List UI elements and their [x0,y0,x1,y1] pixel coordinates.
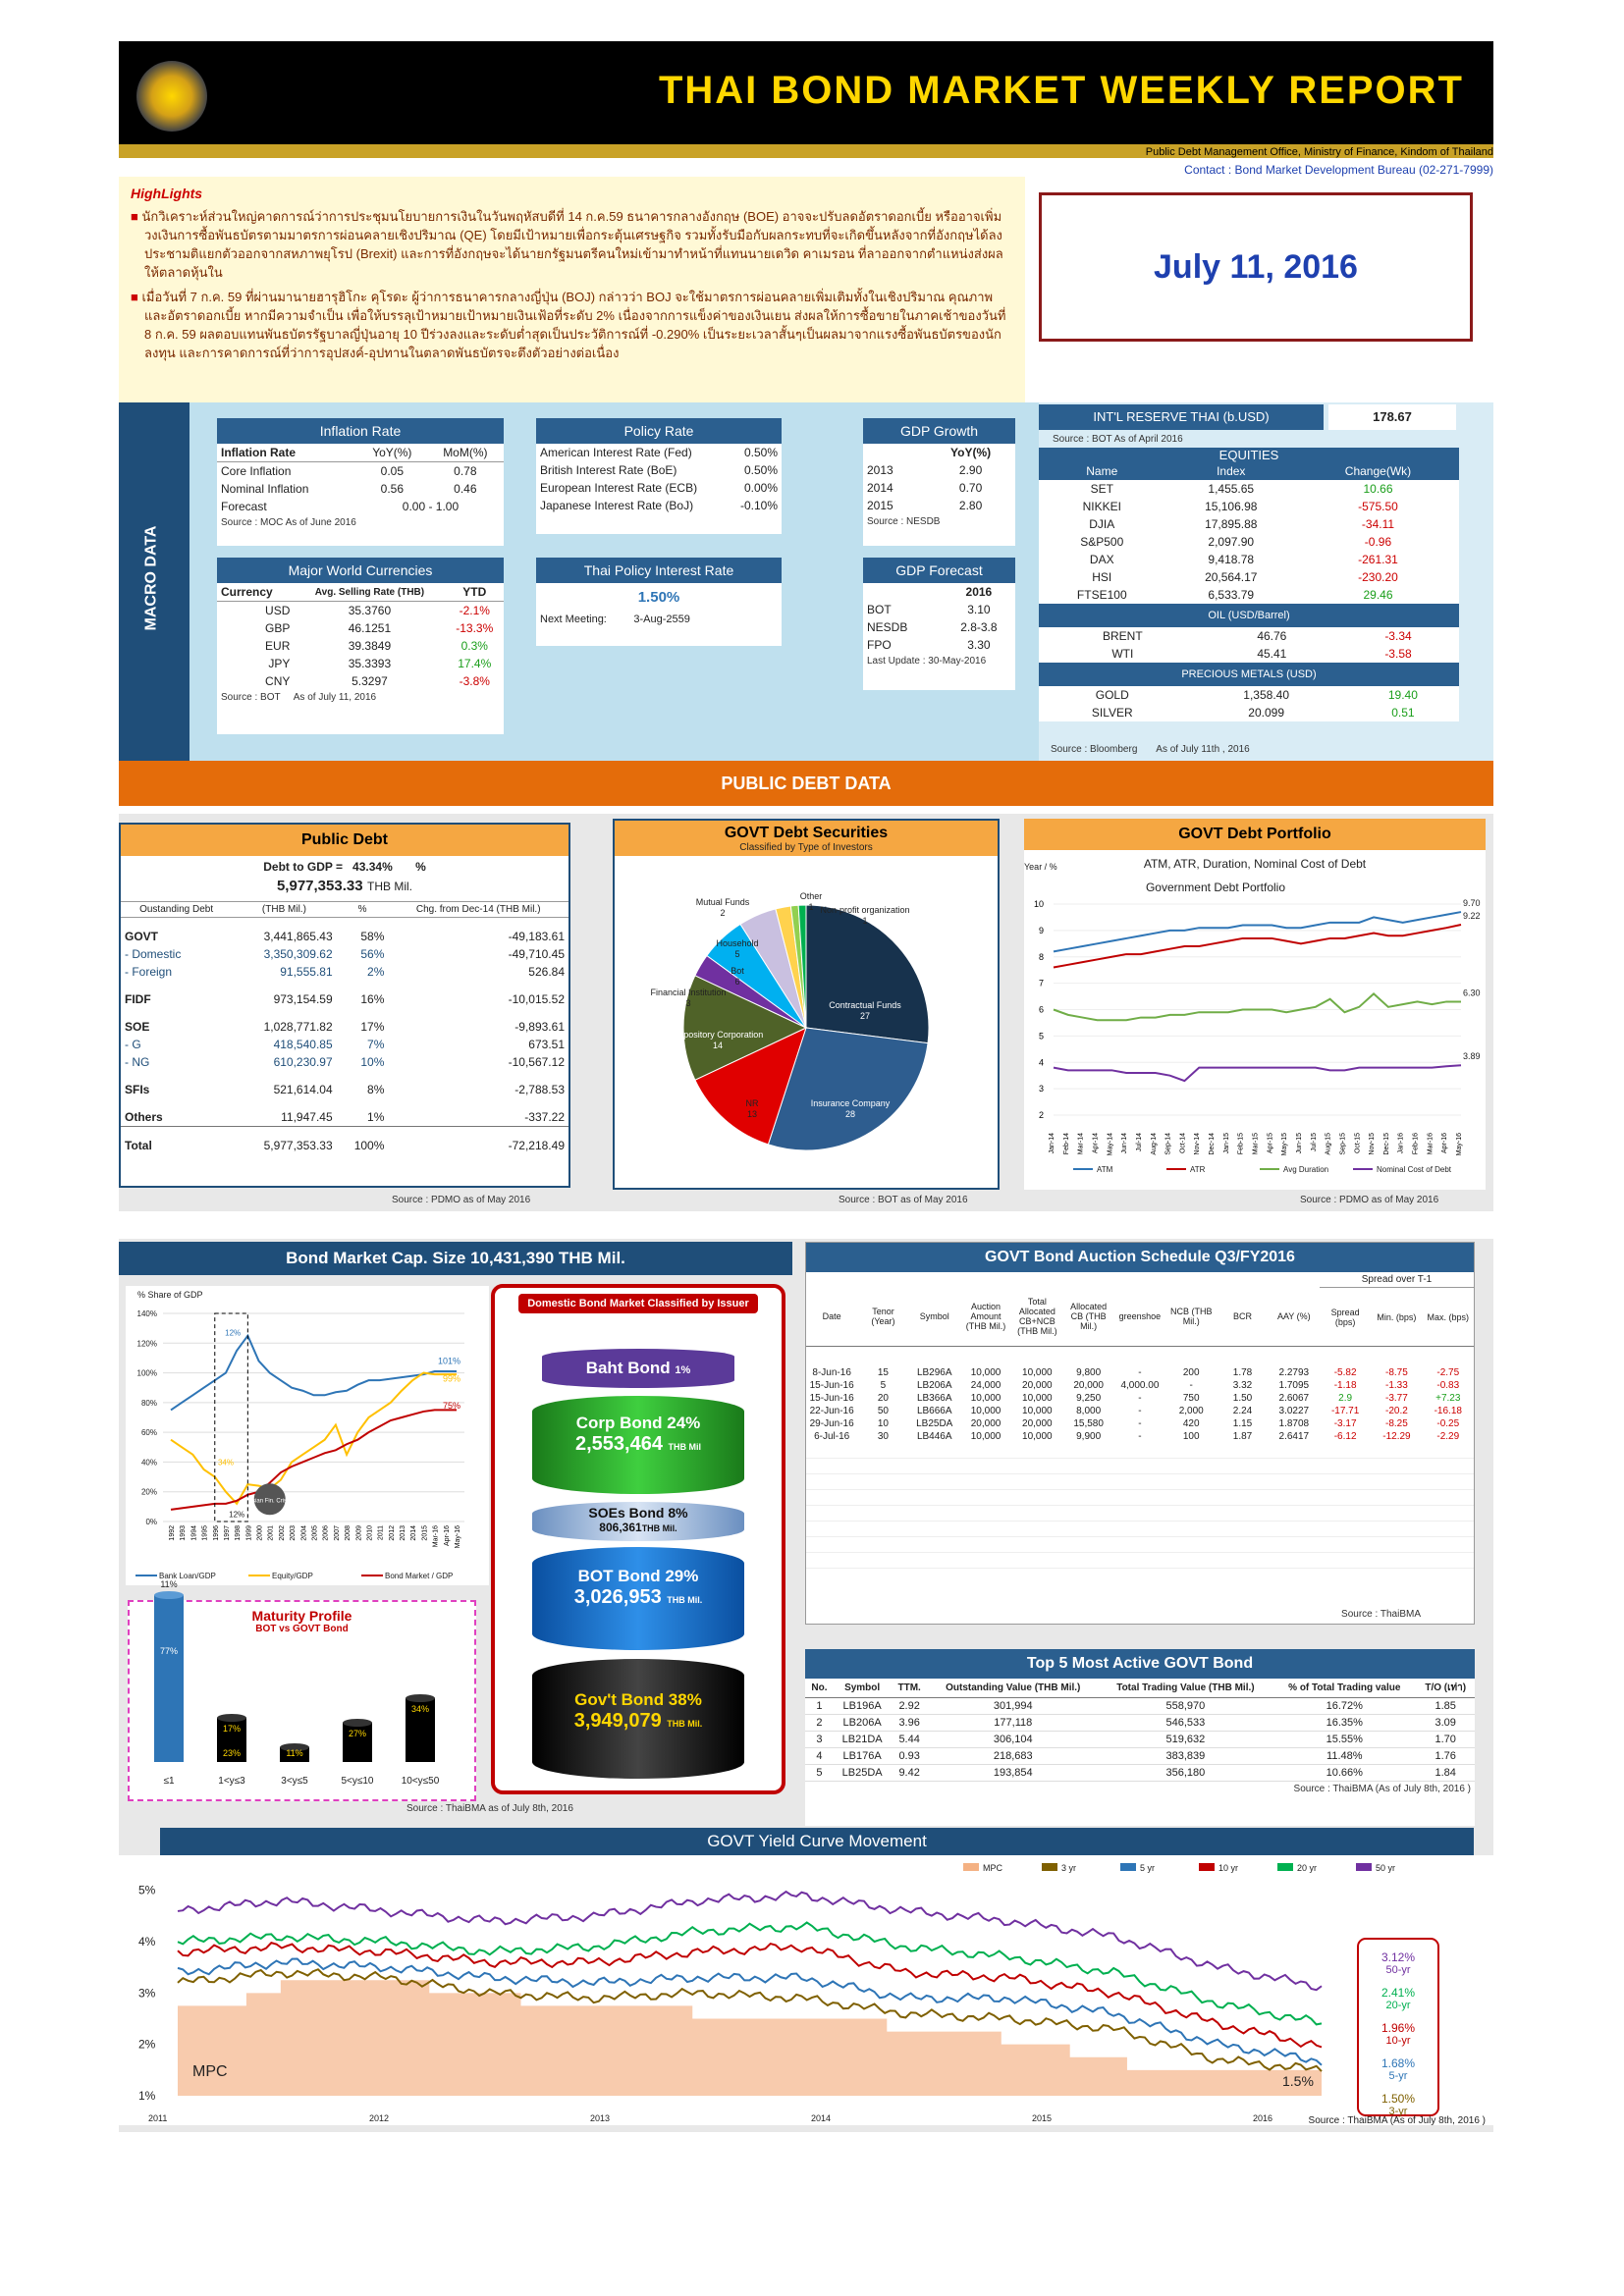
x-tick: Jan-15 [1222,1133,1230,1154]
debt-row: Total 5,977,353.33 100% -72,218.49 [121,1127,568,1155]
pie-slice-value: 5 [734,949,740,959]
pie-slice-value: 3 [685,998,691,1008]
report-header [119,41,1493,144]
x-tick: Apr-15 [1267,1133,1274,1154]
x-tick: 2002 [278,1525,286,1541]
auction-table: Spread over T-1 Date Tenor (Year) Symbol Auction Amount (THB Mil.) Total Allocated CB+NCB (THB Mil.) Allocated CB (THB Mil.) greenshoe NCB (THB Mil.) BCR AAY (%) Spread (bps) Min. (bps) Max. (bps) 8-Jun-16 15 LB296A 10,000 10,000 9,800 - 200 1.78 2.2793 -5.82 -8.75 -2.75 15-Jun-16 5 LB206A 24,000 20,000 20,000 4,000.00 - 3.32 1.7095 -1.18 -1.33 -0.83 15-Jun-16 20 LB366A 10,000 10,000 9,250 - 750 1.50 2.6067 2.9 -3.77 +7.23 22-Jun-16 50 LB666A 10,000 10,000 8,000 - 2,000 2.24 3.0227 -17.71 -20.2 -16.18 29-Jun-16 10 LB25DA 20,000 20,000 15,580 - 420 1.15 1.8708 -3.17 -8.25 -0.25 6-Jul-16 30 LB446A 10,000 10,000 9,900 - 100 1.87 2.6417 -6.12 -12.29 -2.29 [806,1272,1474,1569]
bond-cap-line-chart [126,1286,489,1585]
maturity-top-label: 17% [222,1724,242,1734]
pie-slice-value: 13 [746,1109,758,1119]
legend-swatch [963,1863,979,1871]
pie-slice-label: NR [745,1098,759,1108]
data-label: 12% [225,1328,242,1338]
yield-curve-title: GOVT Yield Curve Movement [160,1828,1474,1855]
x-tick: Oct-15 [1354,1133,1362,1154]
yield-curve-panel [119,1855,1493,2125]
x-tick: 2006 [322,1525,330,1541]
highlights-box [119,177,1025,402]
public-debt-total: 5,977,353.33 [276,878,363,894]
debt-row: Others 11,947.45 1% -337.22 [125,1110,565,1124]
pie-slice-value: 1 [808,902,814,912]
legend-label: 20 yr [1297,1863,1318,1873]
crisis-box [215,1313,248,1522]
debt-row: SFIs 521,614.04 8% -2,788.53 [125,1083,565,1096]
maturity-bar-top [343,1719,372,1727]
yield-end-value: 1.50% [1380,2092,1416,2106]
bond-cap-header: Bond Market Cap. Size 10,431,390 THB Mil. [119,1242,792,1281]
policy-rate-panel [536,418,782,534]
legend-swatch [1277,1863,1293,1871]
y-tick: 6 [1038,1004,1044,1015]
y-axis-label: % Share of GDP [137,1290,203,1300]
thai-policy-panel: Thai Policy Interest Rate 1.50% Next Meeting: 3-Aug-2559 [536,558,782,646]
top5-row: 2 LB206A 3.96 177,118 546,533 16.35% 3.09 [805,1715,1475,1732]
pie-slice-label: Other [799,891,823,901]
x-tick: Nov-15 [1369,1133,1377,1155]
series-line [171,1373,457,1504]
maturity-top-label: 11% [160,1579,178,1589]
pie-slice-label: Non-profit organization [820,905,910,915]
govt-bond-layer: Gov't Bond 38% 3,949,079 THB Mil. [532,1659,744,1779]
debt-row: - NG 610,230.97 10% -10,567.12 [125,1055,565,1069]
govt-securities-panel: GOVT Debt Securities Classified by Type of Investors Contractual Funds 27 Insurance Company 28 NR 13 Depository Corporation 14 Financial Institution 3 Bot 6 Household 5 Mutual Funds 2 Other 1 Non-profit organization 1 [613,819,1000,1190]
x-tick: 1998 [235,1525,243,1541]
gdp-forecast-panel: GDP Forecast 2016 BOT 3.10 NESDB 2.8-3.8 FPO 3.30 Last Update : 30-May-2016 [863,558,1015,690]
maturity-profile-panel: Maturity Profile BOT vs GOVT Bond 11% 77% ≤1 17% 23% 1<y≤3 11% 3<y≤5 27% 5<y≤10 34% 10<y≤50 [128,1600,476,1801]
debt-row: - G 418,540.85 7% 673.51 [125,1038,565,1051]
x-tick: Nov-14 [1194,1133,1202,1155]
mpc-label: MPC [192,2063,228,2080]
maturity-top-label: 34% [410,1704,430,1714]
macro-data-section [119,402,1493,761]
pie-slice-value: 14 [712,1041,724,1050]
x-tick: Dec-14 [1209,1133,1217,1155]
debt-row: GOVT 3,441,865.43 58% -49,183.61 [125,930,565,943]
x-tick: 2015 [421,1525,429,1541]
x-tick: Apr-16 [1441,1133,1449,1154]
source-label: Source : ThaiBMA (As of July 8th, 2016 ) [1308,2115,1486,2126]
legend-swatch [1042,1863,1057,1871]
contact-info: Contact : Bond Market Development Bureau (02-271-7999) [1184,163,1493,177]
debt-row: FIDF 973,154.59 16% -10,015.52 [125,992,565,1006]
yield-end-tenor: 5-yr [1388,2070,1408,2082]
legend-label: Bank Loan/GDP [159,1572,216,1580]
legend-label: Nominal Cost of Debt [1377,1165,1452,1174]
x-tick: May-14 [1107,1133,1114,1156]
x-tick: Apr-14 [1092,1133,1100,1154]
yield-end-tenor: 20-yr [1385,2000,1411,2011]
public-debt-table: Oustanding Debt (THB Mil.) % Chg. from Dec-14 (THB Mil.) GOVT 3,441,865.43 58% -49,183.61 - Domestic 3,350,309.62 56% -49,710.45 - Foreign 91,555.81 2% 526.84 FIDF 973,154.59 16% -10,015.52 SOE 1,028,771.82 17% -9,893.61 - G 418,540.85 7% 673.51 - NG 610,230.97 10% -10,567.12 SFIs 521,614.04 8% -2,788.53 Others 11,947.45 1% -337.22 Total 5,977,353.33 100% -72,218.49 [121,901,568,1154]
legend-label: ATR [1190,1165,1206,1174]
bot-bond-layer: BOT Bond 29% 3,026,953 THB Mil. [532,1547,744,1650]
x-tick: Feb-16 [1412,1133,1420,1155]
bond-cap-chart-panel [126,1286,489,1585]
x-tick: Dec-15 [1382,1133,1390,1155]
legend-label: 10 yr [1218,1863,1239,1873]
report-date: July 11, 2016 [1039,192,1473,342]
x-tick: 2016 [1253,2113,1273,2123]
pie-slice-label: Contractual Funds [829,1000,901,1010]
maturity-top-label: 27% [348,1729,367,1738]
y-tick: 20% [140,1487,157,1497]
pie-slice-label: Financial Institution [650,988,727,997]
reserve-label: INT'L RESERVE THAI (b.USD) [1039,404,1324,430]
y-tick: 5% [138,1883,156,1897]
x-tick: Feb-14 [1062,1133,1070,1155]
pie-slice-value: 27 [859,1011,871,1021]
x-tick: Sep-14 [1164,1133,1172,1155]
gdp-growth-panel: GDP Growth YoY(%) 2013 2.90 2014 0.70 2015 2.80 Source : NESDB [863,418,1015,546]
x-tick: 2009 [355,1525,363,1541]
y-tick: 4% [138,1935,156,1949]
y-tick: 2% [138,2037,156,2052]
data-label: 75% [442,1400,460,1411]
gdp-growth-table: YoY(%) 2013 2.90 2014 0.70 2015 2.80 [867,446,992,512]
x-tick: 1996 [212,1525,220,1541]
y-tick: 8 [1038,951,1044,962]
series-line [1054,925,1461,968]
y-tick: 80% [140,1398,157,1408]
legend-label: ATM [1097,1165,1113,1174]
public-debt-panel: Public Debt Debt to GDP = 43.34% % 5,977,353.33 THB Mil. Oustanding Debt (THB Mil.) % Chg. from Dec-14 (THB Mil.) GOVT 3,441,865.43 58% -49,183.61 - Domestic 3,350,309.62 56% -49,710.45 - Foreign 91,555.81 2% 526.84 FIDF 973,154.59 16% -10,015.52 SOE 1,028,771.82 17% -9,893.61 - G 418,540.85 7% 673.51 - NG 610,230.97 10% -10,567.12 SFIs 521,614.04 8% -2,788.53 Others 11,947.45 1% -337.22 Total 5,977,353.33 100% -72,218.49 [119,823,570,1188]
auction-row: 6-Jul-16 30 LB446A 10,000 10,000 9,900 - 100 1.87 2.6417 -6.12 -12.29 -2.29 [814,1430,1460,1442]
maturity-bottom-label: 77% [159,1646,179,1656]
auction-row: 15-Jun-16 5 LB206A 24,000 20,000 20,000 4,000.00 - 3.32 1.7095 -1.18 -1.33 -0.83 [809,1379,1460,1391]
gdp-growth-title: GDP Growth [863,418,1015,444]
top5-row: 1 LB196A 2.92 301,994 558,970 16.72% 1.85 [805,1698,1475,1715]
legend-label: MPC [983,1863,1002,1873]
public-debt-title: Public Debt [121,825,568,856]
x-tick: 2012 [388,1525,396,1541]
x-tick: Aug-14 [1150,1133,1158,1155]
x-tick: 2015 [1032,2113,1053,2123]
currencies-table: Currency Avg. Selling Rate (THB) YTD USD 35.3760 -2.1% GBP 46.1251 -13.3% EUR 39.3849 0.3% JPY 35.3393 17.4% CNY 5.3297 -3.8% [217,583,504,690]
pie-slice [806,905,929,1043]
y-tick: 140% [136,1309,157,1318]
data-label: 99% [442,1373,460,1384]
portfolio-panel [1024,819,1486,1190]
top5-panel: Top 5 Most Active GOVT Bond No. Symbol TTM. Outstanding Value (THB Mil.) Total Trading Value (THB Mil.) % of Total Trading value T/O (เท่า) 1 LB196A 2.92 301,994 558,970 16.72% 1.85 2 LB206A 3.96 177,118 546,533 16.35% 3.09 3 LB21DA 5.44 306,104 519,632 15.55% 1.70 4 LB176A 0.93 218,683 383,839 11.48% 1.76 5 LB25DA 9.42 193,854 356,180 10.66% 1.84 Source : ThaiBMA (As of July 8th, 2016 ) [805,1649,1475,1826]
report-title: THAI BOND MARKET WEEKLY REPORT [658,69,1464,112]
y-tick: 60% [140,1428,157,1438]
auction-row: 15-Jun-16 20 LB366A 10,000 10,000 9,250 - 750 1.50 2.6067 2.9 -3.77 +7.23 [809,1392,1461,1404]
x-tick: 1994 [190,1525,198,1541]
thai-policy-value: 1.50% [637,589,680,606]
legend-swatch [1356,1863,1372,1871]
legend-swatch [1199,1863,1215,1871]
x-tick: 2001 [267,1525,275,1541]
series-line [1054,912,1461,951]
series-line [1054,993,1461,1020]
debt-row: - Domestic 3,350,309.62 56% -49,710.45 [125,947,565,961]
yield-curve-chart [119,1855,1493,2125]
pie-slice-value: 2 [720,908,726,918]
x-tick: 2000 [256,1525,264,1541]
x-tick: ≤1 [163,1776,175,1787]
x-tick: Jun-15 [1295,1133,1303,1154]
x-tick: May-16 [1456,1133,1463,1156]
legend-label: 5 yr [1140,1863,1156,1873]
x-tick: 2014 [410,1525,418,1541]
y-tick: 100% [136,1368,157,1378]
x-tick: 10<y≤50 [401,1776,440,1787]
inflation-panel [217,418,504,546]
govt-securities-pie-chart [615,856,998,1170]
yield-end-tenor: 3-yr [1388,2106,1408,2117]
corp-bond-layer: Corp Bond 24% 2,553,464 THB Mil [532,1396,744,1494]
x-tick: 2005 [311,1525,319,1541]
x-tick: 2003 [290,1525,298,1541]
thai-policy-title: Thai Policy Interest Rate [536,558,782,583]
pie-slice-label: Insurance Company [810,1098,891,1108]
chart-title: ATM, ATR, Duration, Nominal Cost of Debt [1143,857,1367,871]
x-tick: 1993 [180,1525,188,1541]
govt-securities-title: GOVT Debt Securities [615,821,998,842]
currencies-title: Major World Currencies [217,558,504,583]
legend-label: 50 yr [1376,1863,1396,1873]
y-tick: 120% [136,1339,157,1349]
pie-slice-value: 6 [734,977,740,987]
auction-row: 8-Jun-16 15 LB296A 10,000 10,000 9,800 - 200 1.78 2.2793 -5.82 -8.75 -2.75 [812,1366,1460,1378]
x-tick: 2012 [369,2113,390,2123]
x-tick: Apr-16 [443,1525,451,1547]
series-line [171,1410,457,1509]
x-tick: 1992 [169,1525,176,1541]
legend-label: Equity/GDP [272,1572,313,1580]
maturity-bar-chart [130,1579,473,1791]
x-tick: 2007 [333,1525,341,1541]
highlight-item-2: ■ เมื่อวันที่ 7 ก.ค. 59 ที่ผ่านมานายฮารุฮิโกะ คุโรดะ ผู้ว่าการธนาคารกลางญี่ปุ่น (BOJ) กล่าวว่า BOJ จะใช้มาตรการผ่อนคลายเพิ่มเติมทั้งในเชิงปริมาณ คุณภาพ และอัตราดอกเบี้ย หากมีความจำเป็น เพื่อให้บรรลุเป้าหมายเป้าหมายเงินเฟ้อที่ระดับ 2% เนื่องจากการแข็งค่าของเงินเยน ส่งผลให้การซื้อขายในภาคเช้าของวันที่ 8 ก.ค. 59 ผลตอบแทนพันธบัตรรัฐบาลญี่ปุ่นอายุ 10 ปีร่วงลงและระดับต่ำสุดเป็นประวัติการณ์ที่ -0.290% เป็นระยะเวลาสั้นๆเป็นผลมาจากแรงซื้อพันธบัตรของนักลงทุน และการคาดการณ์ที่ว่าการอุปสงค์-อุปทานในตลาดพันธบัตรจะตึงตัวอย่างต่อเนื่อง [131,288,1013,362]
gdp-forecast-title: GDP Forecast [863,558,1015,583]
series-end-label: 9.22 [1463,910,1481,921]
x-tick: Jan-14 [1049,1133,1056,1154]
mpc-value: 1.5% [1282,2073,1314,2089]
x-tick: Jun-14 [1121,1133,1129,1154]
x-tick: Aug-15 [1325,1133,1332,1155]
x-tick: Mar-14 [1077,1133,1085,1155]
x-tick: Mar-16 [1427,1133,1435,1155]
equities-table: EQUITIES Name Index Change(Wk) SET 1,455.65 10.66 NIKKEI 15,106.98 -575.50 DJIA 17,895.88 -34.11 S&P500 2,097.90 -0.96 DAX 9,418.78 -261.31 HSI 20,564.17 -230.20 FTSE100 6,533.79 29.46 OIL (USD/Barrel) BRENT 46.76 -3.34 WTI 45.41 -3.58 PRECIOUS METALS (USD) GOLD 1,358.40 19.40 SILVER 20.099 0.51 [1039,448,1459,721]
policy-rate-title: Policy Rate [536,418,782,444]
pie-slice-value: 1 [862,916,868,926]
auction-panel: GOVT Bond Auction Schedule Q3/FY2016 Spread over T-1 Date Tenor (Year) Symbol Auction Amount (THB Mil.) Total Allocated CB+NCB (THB Mil.) Allocated CB (THB Mil.) greenshoe NCB (THB Mil.) BCR AAY (%) Spread (bps) Min. (bps) Max. (bps) 8-Jun-16 15 LB296A 10,000 10,000 9,800 - 200 1.78 2.2793 -5.82 -8.75 -2.75 15-Jun-16 5 LB206A 24,000 20,000 20,000 4,000.00 - 3.32 1.7095 -1.18 -1.33 -0.83 15-Jun-16 20 LB366A 10,000 10,000 9,250 - 750 1.50 2.6067 2.9 -3.77 +7.23 22-Jun-16 50 LB666A 10,000 10,000 8,000 - 2,000 2.24 3.0227 -17.71 -20.2 -16.18 29-Jun-16 10 LB25DA 20,000 20,000 15,580 - 420 1.15 1.8708 -3.17 -8.25 -0.25 6-Jul-16 30 LB446A 10,000 10,000 9,900 - 100 1.87 2.6417 -6.12 -12.29 -2.29 Source : ThaiBMA [805,1242,1475,1625]
y-axis-label: Year / % [1024,862,1057,872]
legend-label: Avg Duration [1283,1165,1329,1174]
yield-end-tenor: 50-yr [1385,1964,1411,1976]
x-tick: 2014 [811,2113,832,2123]
auction-row: 29-Jun-16 10 LB25DA 20,000 20,000 15,580 - 420 1.15 1.8708 -3.17 -8.25 -0.25 [809,1417,1460,1429]
org-name: Public Debt Management Office, Ministry of Finance, Kindom of Thailand [1145,146,1493,158]
x-tick: May-15 [1281,1133,1289,1156]
series-end-label: 9.70 [1463,898,1481,909]
macro-side-label: MACRO DATA [119,402,189,761]
maturity-bar [154,1595,184,1762]
reserve-value: 178.67 [1328,404,1456,430]
x-tick: 1999 [245,1525,253,1541]
x-tick: 2008 [345,1525,352,1541]
yield-end-tenor: 10-yr [1385,2035,1411,2047]
y-tick: 5 [1038,1031,1044,1041]
x-tick: May-16 [455,1525,461,1549]
y-tick: 0% [145,1518,157,1526]
debt-row: SOE 1,028,771.82 17% -9,893.61 [125,1020,565,1034]
legend-label: Bond Market / GDP [385,1572,454,1580]
soe-bond-layer: SOEs Bond 8% 806,361THB Mil. [532,1502,744,1541]
top5-row: 3 LB21DA 5.44 306,104 519,632 15.55% 1.70 [805,1732,1475,1748]
top5-row: 5 LB25DA 9.42 193,854 356,180 10.66% 1.84 [805,1765,1475,1782]
x-tick: 2004 [300,1525,308,1541]
x-tick: 2013 [400,1525,407,1541]
y-tick: 1% [138,2089,156,2103]
data-label: 34% [217,1458,234,1468]
debt-row: - Foreign 91,555.81 2% 526.84 [125,965,565,979]
legend-label: 3 yr [1061,1863,1077,1873]
auction-row: 22-Jun-16 50 LB666A 10,000 10,000 8,000 - 2,000 2.24 3.0227 -17.71 -20.2 -16.18 [809,1405,1462,1416]
legend-swatch [1120,1863,1136,1871]
top5-row: 4 LB176A 0.93 218,683 383,839 11.48% 1.76 [805,1748,1475,1765]
y-tick: 3% [138,1986,156,2001]
x-tick: 1<y≤3 [218,1776,245,1787]
maturity-bottom-label: 23% [222,1748,242,1758]
y-tick: 7 [1038,978,1044,988]
x-tick: Feb-15 [1237,1133,1245,1155]
data-label: Asian Fin. Crisis [248,1498,292,1505]
x-tick: 2010 [366,1525,374,1541]
x-tick: Jul-15 [1310,1133,1318,1152]
gdp-forecast-table: 2016 BOT 3.10 NESDB 2.8-3.8 FPO 3.30 [867,585,998,652]
inflation-source: Source : MOC As of June 2016 [221,517,356,528]
highlights-title: HighLights [131,186,203,201]
pie-slice-label: Household [716,938,759,948]
pie-slice-label: Depository Corporation [672,1030,764,1040]
inflation-title: Inflation Rate [217,418,504,444]
inflation-table: Inflation Rate YoY(%) MoM(%) Core Inflation 0.05 0.78 Nominal Inflation 0.56 0.46 Forecast 0.00 - 1.00 [217,444,504,515]
portfolio-line-chart [1024,850,1486,1184]
y-tick: 4 [1038,1057,1044,1068]
currencies-panel: Major World Currencies Currency Avg. Selling Rate (THB) YTD USD 35.3760 -2.1% GBP 46.1251 -13.3% EUR 39.3849 0.3% JPY 35.3393 17.4% CNY 5.3297 -3.8% Source : BOT As of July 11, 2016 [217,558,504,734]
data-label: 101% [437,1356,460,1366]
chart-subtitle: Government Debt Portfolio [1145,881,1286,894]
x-tick: 1997 [223,1525,231,1541]
yield-end-value: 3.12% [1380,1950,1416,1964]
maturity-bar-top [217,1714,246,1722]
yield-end-value: 2.41% [1380,1986,1416,2000]
highlight-item-1: ■ นักวิเคราะห์ส่วนใหญ่คาดการณ์ว่าการประชุมนโยบายการเงินในวันพฤหัสบดีที่ 14 ก.ค.59 ธนาคารกลางอังกฤษ (BOE) อาจจะปรับลดอัตราดอกเบี้ย หรืออาจเพิ่มวงเงินการซื้อพันธบัตรตามมาตรการผ่อนคลายเชิงปริมาณ (QE) โดยมีเป้าหมายเพื่อกระตุ้นเศรษฐกิจ รวมทั้งรับมือกับผลกระทบที่จะเกิดขึ้นหลังจากที่อังกฤษได้ลงประชามติแยกตัวออกจากสหภาพยุโรป (Brexit) และการที่อังกฤษจะได้นายกรัฐมนตรีคนใหม่เข้ามาทำหน้าที่แทนนายเดวิด คาเมรอน ที่ลาออกจากตำแหน่งส่งผลให้ตลาดหุ้นใน [131,207,1013,282]
y-tick: 10 [1033,899,1044,909]
data-label: 12% [229,1510,245,1520]
y-tick: 9 [1038,925,1044,935]
portfolio-title: GOVT Debt Portfolio [1024,819,1486,850]
pie-slice-value: 28 [844,1109,856,1119]
pdmo-logo-icon [136,61,207,132]
baht-bond-layer: Baht Bond 1% [542,1349,734,1388]
x-tick: Oct-14 [1179,1133,1187,1154]
maturity-bar-top [154,1591,184,1599]
top5-table: No. Symbol TTM. Outstanding Value (THB Mil.) Total Trading Value (THB Mil.) % of Total Trading value T/O (เท่า) 1 LB196A 2.92 301,994 558,970 16.72% 1.85 2 LB206A 3.96 177,118 546,533 16.35% 3.09 3 LB21DA 5.44 306,104 519,632 15.55% 1.70 4 LB176A 0.93 218,683 383,839 11.48% 1.76 5 LB25DA 9.42 193,854 356,180 10.66% 1.84 [805,1679,1475,1782]
policy-rate-table: American Interest Rate (Fed) 0.50% British Interest Rate (BoE) 0.50% European Interest Rate (ECB) 0.00% Japanese Interest Rate (BoJ) -0.10% [540,446,778,512]
series-end-label: 3.89 [1463,1051,1481,1062]
maturity-bottom-label: 11% [286,1748,303,1758]
x-tick: 3<y≤5 [281,1776,308,1787]
issuer-panel: Domestic Bond Market Classified by Issuer Baht Bond 1% Corp Bond 24% 2,553,464 THB Mil SOEs Bond 8% 806,361THB Mil. BOT Bond 29% 3,026,953 THB Mil. Gov't Bond 38% 3,949,079 THB Mil. [491,1284,785,1794]
public-debt-banner: PUBLIC DEBT DATA [119,761,1493,806]
x-tick: Mar-16 [432,1525,440,1548]
maturity-bar-top [406,1694,435,1702]
x-tick: Jul-14 [1135,1133,1143,1152]
pie-slice-label: Bot [731,966,744,976]
series-line [1054,1065,1461,1081]
x-tick: 2011 [148,2113,168,2123]
y-tick: 40% [140,1458,157,1468]
x-tick: Mar-15 [1252,1133,1260,1155]
yield-end-value: 1.96% [1380,2021,1416,2035]
series-end-label: 6.30 [1463,988,1481,998]
x-tick: 2013 [590,2113,611,2123]
y-tick: 3 [1038,1084,1044,1095]
markets-panel: INT'L RESERVE THAI (b.USD) 178.67 Source : BOT As of April 2016 EQUITIES Name Index Change(Wk) SET 1,455.65 10.66 NIKKEI 15,106.98 -575.50 DJIA 17,895.88 -34.11 S&P500 2,097.90 -0.96 DAX 9,418.78 -261.31 HSI 20,564.17 -230.20 FTSE100 6,533.79 29.46 OIL (USD/Barrel) BRENT 46.76 -3.34 WTI 45.41 -3.58 PRECIOUS METALS (USD) GOLD 1,358.40 19.40 SILVER 20.099 0.51 Source : Bloomberg As of July 11th , 2016 [1039,402,1493,761]
x-tick: Sep-15 [1339,1133,1347,1155]
pie-slice-label: Mutual Funds [695,897,750,907]
x-tick: 2011 [377,1525,385,1541]
x-tick: Jan-16 [1397,1133,1405,1154]
yield-end-value: 1.68% [1380,2056,1416,2070]
y-tick: 2 [1038,1110,1044,1120]
x-tick: 5<y≤10 [341,1776,374,1787]
x-tick: 1995 [201,1525,209,1541]
